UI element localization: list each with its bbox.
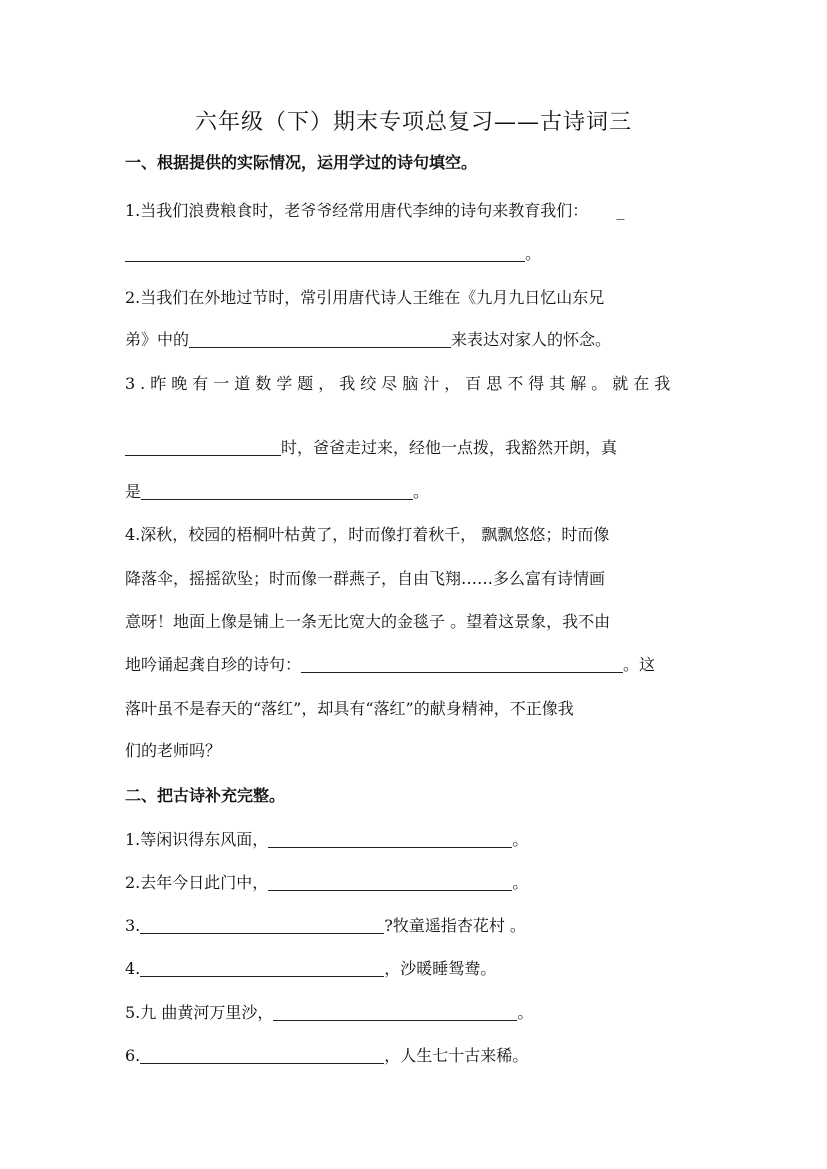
poem-item-end: 。 — [512, 830, 529, 849]
poem-item-end: 。 — [512, 873, 529, 892]
answer-blank[interactable] — [273, 1004, 517, 1021]
question-4-text-b: 。这 — [623, 655, 656, 674]
poem-item-text: 1.等闲识得东风面， — [125, 830, 269, 849]
answer-blank[interactable] — [301, 656, 623, 673]
question-1-line-1 — [125, 201, 624, 221]
question-3-line-2 — [125, 438, 617, 458]
poem-item-text: 2.去年今日此门中， — [125, 873, 269, 892]
question-4-line-6: 们的老师吗？ — [125, 741, 222, 760]
question-4-text-a: 地吟诵起龚自珍的诗句： — [125, 655, 302, 674]
answer-blank[interactable] — [268, 831, 512, 848]
question-1-tail: _ — [616, 201, 625, 220]
poem-item-1 — [125, 830, 528, 850]
question-2-text-b: 来表达对家人的怀念。 — [451, 330, 612, 349]
question-3-text-3a: 是 — [125, 482, 142, 501]
poem-item-3 — [125, 916, 526, 936]
poem-item-text: 5.九 曲黄河万里沙， — [125, 1003, 274, 1022]
poem-item-text: 6. — [125, 1046, 141, 1065]
poem-item-end: ，人生七十古来稀。 — [384, 1046, 529, 1065]
question-2-line-2 — [125, 330, 611, 350]
question-4-line-2: 降落伞，摇摇欲坠；时而像一群燕子，自由飞翔……多么富有诗情画 — [125, 569, 606, 588]
question-4-line-5: 落叶虽不是春天的“落红”，却具有“落红”的献身精神，不正像我 — [125, 699, 574, 718]
poem-item-6 — [125, 1046, 528, 1066]
answer-blank[interactable] — [140, 960, 384, 977]
poem-item-5 — [125, 1003, 533, 1023]
section-heading-2: 二、把古诗补充完整。 — [125, 786, 286, 805]
poem-item-end: ?牧童遥指杏花村 。 — [384, 916, 526, 935]
poem-item-end: ，沙暖睡鸳鸯。 — [384, 959, 497, 978]
poem-item-text: 3. — [125, 916, 141, 935]
poem-item-4 — [125, 959, 496, 979]
answer-blank[interactable] — [125, 245, 525, 262]
answer-blank[interactable] — [189, 331, 451, 348]
answer-blank[interactable] — [140, 1047, 384, 1064]
question-3-line-3 — [125, 482, 429, 502]
answer-blank[interactable] — [268, 874, 512, 891]
question-3-line-1: 3.昨晚有一道数学题，我绞尽脑汁，百思不得其解。就在我 — [125, 374, 676, 393]
poem-item-2 — [125, 873, 528, 893]
question-4-line-4 — [125, 655, 655, 675]
question-3-text-2: 时，爸爸走过来，经他一点拨，我豁然开朗，真 — [281, 438, 618, 457]
question-1-end: 。 — [525, 244, 542, 263]
question-2-line-1: 2.当我们在外地过节时，常引用唐代诗人王维在《九月九日忆山东兄 — [125, 288, 605, 307]
question-4-line-3: 意呀！地面上像是铺上一条无比宽大的金毯子 。望着这景象，我不由 — [125, 612, 611, 631]
question-1-text: 1.当我们浪费粮食时，老爷爷经常用唐代李绅的诗句来教育我们： — [125, 201, 589, 220]
poem-item-text: 4. — [125, 959, 141, 978]
question-2-text-a: 弟》中的 — [125, 330, 190, 349]
poem-item-end: 。 — [517, 1003, 534, 1022]
answer-blank[interactable] — [140, 917, 384, 934]
question-4-line-1: 4.深秋，校园的梧桐叶枯黄了，时而像打着秋千， 飘飘悠悠；时而像 — [125, 525, 610, 544]
question-3-text-3b: 。 — [413, 482, 430, 501]
question-1-line-2 — [125, 244, 541, 264]
answer-blank[interactable] — [141, 483, 413, 500]
page-title: 六年级（下）期末专项总复习——古诗词三 — [194, 110, 632, 135]
answer-blank[interactable] — [125, 439, 281, 456]
section-heading-1: 一、根据提供的实际情况，运用学过的诗句填空。 — [125, 153, 478, 172]
